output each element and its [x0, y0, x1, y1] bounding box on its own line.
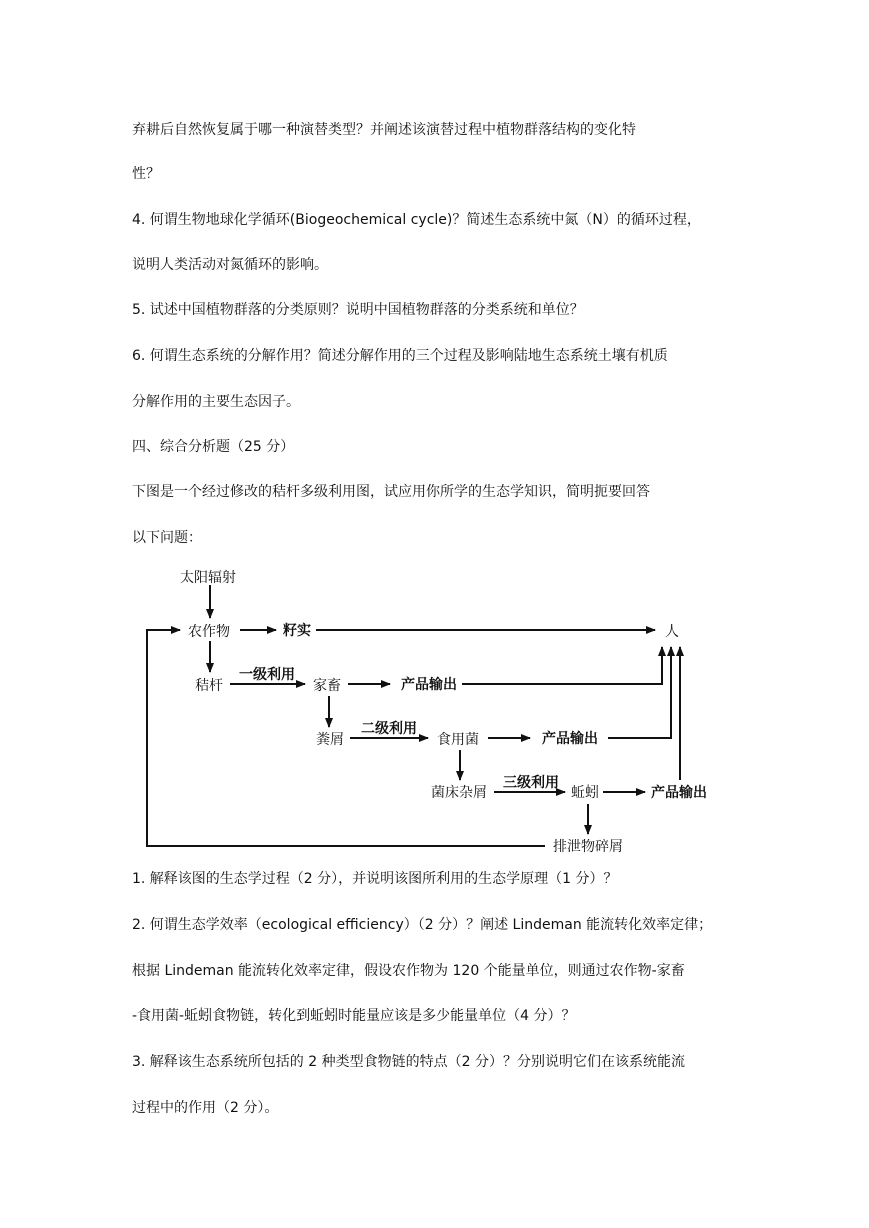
node-manure: 粪屑 [316, 732, 344, 748]
node-earthworm: 蚯蚓 [571, 785, 599, 801]
question-6-line-2: 分解作用的主要生态因子。 [132, 394, 300, 410]
intro-line-1: 下图是一个经过修改的秸杆多级利用图，试应用你所学的生态学知识，简明扼要回答 [132, 484, 650, 500]
node-crop: 农作物 [188, 624, 230, 640]
node-grain: 籽实 [283, 623, 311, 639]
question-1: 1. 解释该图的生态学过程（2 分），并说明该图所利用的生态学原理（1 分）？ [132, 871, 618, 887]
node-human: 人 [665, 624, 679, 640]
question-3-line-2: 过程中的作用（2 分）。 [132, 1100, 279, 1116]
text-line-1: 弃耕后自然恢复属于哪一种演替类型？并阐述该演替过程中植物群落结构的变化特 [132, 122, 636, 138]
question-2-line-1: 2. 何谓生态学效率（ecological efficiency）（2 分）？阐述 Lindeman 能流转化效率定律； [132, 917, 713, 933]
intro-line-2: 以下问题： [132, 530, 202, 546]
edge-label-second-use: 二级利用 [361, 721, 417, 737]
node-mushroom: 食用菌 [437, 732, 479, 748]
node-straw: 秸杆 [195, 678, 223, 694]
edge-label-third-use: 三级利用 [503, 775, 559, 791]
node-residue: 菌床杂屑 [431, 785, 487, 801]
text-line-2: 性？ [132, 166, 160, 182]
node-livestock: 家畜 [313, 678, 341, 694]
question-2-line-3: -食用菌-蚯蚓食物链，转化到蚯蚓时能量应该是多少能量单位（4 分）？ [132, 1008, 576, 1024]
question-4-line-2: 说明人类活动对氮循环的影响。 [132, 257, 328, 273]
question-5: 5. 试述中国植物群落的分类原则？说明中国植物群落的分类系统和单位？ [132, 302, 584, 318]
question-3-line-1: 3. 解释该生态系统所包括的 2 种类型食物链的特点（2 分）？分别说明它们在该系统能流 [132, 1054, 685, 1070]
question-6-line-1: 6. 何谓生态系统的分解作用？简述分解作用的三个过程及影响陆地生态系统土壤有机质 [132, 348, 668, 364]
node-output-1: 产品输出 [401, 677, 457, 693]
arrow-excreta-crop [147, 630, 545, 846]
arrow-output1-human [462, 647, 662, 684]
node-excreta: 排泄物碎屑 [553, 839, 623, 855]
edge-label-first-use: 一级利用 [239, 667, 295, 683]
section-heading: 四、综合分析题（25 分） [132, 439, 295, 455]
node-solar: 太阳辐射 [180, 570, 236, 586]
question-4-line-1: 4. 何谓生物地球化学循环(Biogeochemical cycle)？简述生态系统中氮（N）的循环过程， [132, 212, 701, 228]
node-output-2: 产品输出 [542, 731, 598, 747]
question-2-line-2: 根据 Lindeman 能流转化效率定律，假设农作物为 120 个能量单位，则通过农作物-家畜 [132, 963, 685, 979]
node-output-3: 产品输出 [651, 785, 707, 801]
